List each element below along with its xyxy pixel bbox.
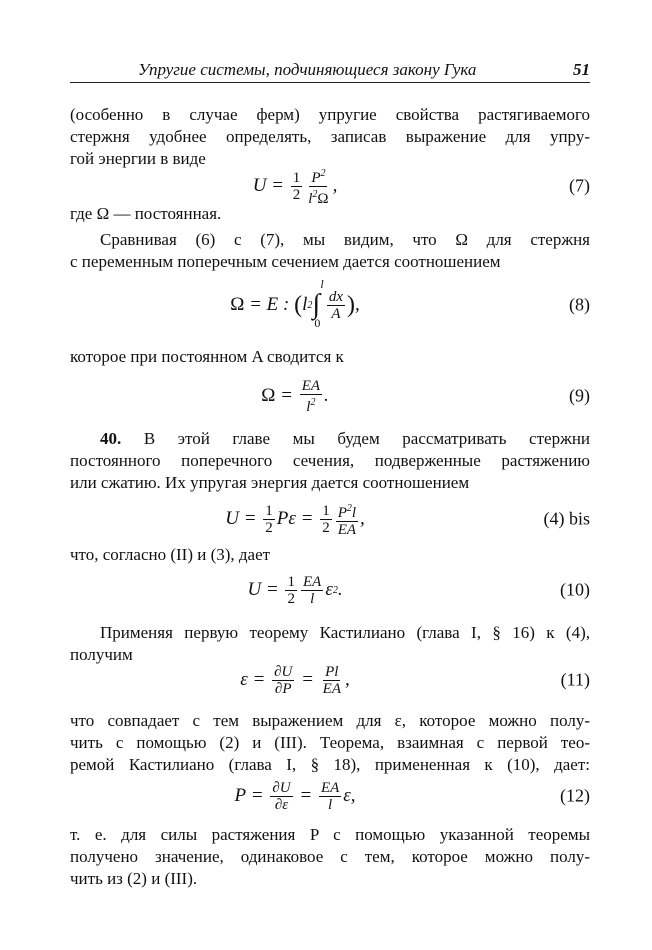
page-number: 51: [573, 60, 590, 79]
text-line: Применяя первую теорему Кастилиано (глава I, § 16) к (4),: [100, 623, 590, 642]
equation-8: [70, 277, 590, 330]
equation-number: (11): [560, 669, 590, 690]
paragraph-5: [70, 428, 590, 494]
text-line: получим: [70, 645, 133, 664]
text-line: (особенно в случае ферм) упругие свойства растягиваемого: [70, 105, 590, 124]
equation-formula: P = $\frac{\partial U}{\partial\varepsilon}$ = $\frac{EA}{l}$ ε,: [234, 779, 356, 813]
paragraph-8: [70, 710, 590, 776]
text-line: где Ω — постоянная.: [70, 204, 222, 223]
equation-formula: U = $\frac{1}{2}$ Pε = $\frac{1}{2}$ $\frac{P^2l}{EA}$ ,: [225, 502, 365, 538]
equation-formula: Ω = E : ( l 2 ∫ l 0 $\frac{dx}{A}$ ) ,: [230, 277, 360, 330]
paragraph-6: [70, 544, 590, 566]
paragraph-3: [70, 229, 590, 273]
paragraph-9: [70, 824, 590, 890]
text-line: стержня удобнее определять, записав выражение для упру-: [70, 127, 590, 146]
equation-number: (7): [569, 175, 590, 196]
text-line: чить из (2) и (III).: [70, 869, 198, 888]
paragraph-1: [70, 104, 590, 170]
equation-formula: Ω = $\frac{EA}{l^2}$ .: [261, 377, 329, 415]
text-line: которое при постоянном A сводится к: [70, 347, 344, 366]
text-line: т. е. для силы растяжения P с помощью указанной теоремы: [70, 825, 590, 844]
equation-number: (4) bis: [543, 508, 590, 529]
equation-number: (9): [569, 385, 590, 406]
text-line: ремой Кастилиано (глава I, § 18), примененная к (10), дает:: [70, 755, 590, 774]
paragraph-2: [70, 203, 590, 225]
running-header: [70, 60, 590, 83]
text-line: постоянного поперечного сечения, подверженные растяжению: [70, 451, 590, 470]
section-number: 40.: [100, 429, 122, 448]
text-line: или сжатию. Их упругая энергия дается соотношением: [70, 473, 470, 492]
text-line: с переменным поперечным сечением дается соотношением: [70, 252, 501, 271]
text-line: Сравнивая (6) с (7), мы видим, что Ω для стержня: [100, 230, 590, 249]
equation-number: (8): [569, 294, 590, 315]
equation-9: [70, 374, 590, 418]
equation-number: (10): [560, 579, 590, 600]
equation-12: [70, 774, 590, 818]
text-line: что, согласно (II) и (3), дает: [70, 545, 271, 564]
equation-formula: U = $\frac{1}{2}$ $\frac{P^2}{l^2\Omega}$ ,: [252, 167, 338, 207]
text-line: В этой главе мы будем рассматривать стержни: [143, 429, 591, 448]
equation-7: [70, 164, 590, 208]
equation-formula: ε = $\frac{\partial U}{\partial P}$ = $\frac{Pl}{EA}$ ,: [240, 663, 350, 697]
equation-number: (12): [560, 785, 590, 806]
text-line: гой энергии в виде: [70, 149, 206, 168]
equation-10: [70, 568, 590, 612]
text-line: что совпадает с тем выражением для ε, которое можно полу-: [70, 711, 590, 730]
equation-4bis: [70, 497, 590, 541]
header-title: Упругие системы, подчиняющиеся закону Гука: [138, 60, 477, 79]
text-line: получено значение, одинаковое с тем, которое можно полу-: [70, 847, 590, 866]
equation-formula: U = $\frac{1}{2}$ $\frac{EA}{l}$ ε 2 .: [247, 573, 343, 607]
text-line: [70, 428, 590, 450]
text-line: чить с помощью (2) и (III). Теорема, взаимная с первой тео-: [70, 733, 590, 752]
paragraph-4: [70, 346, 590, 368]
equation-11: [70, 658, 590, 702]
